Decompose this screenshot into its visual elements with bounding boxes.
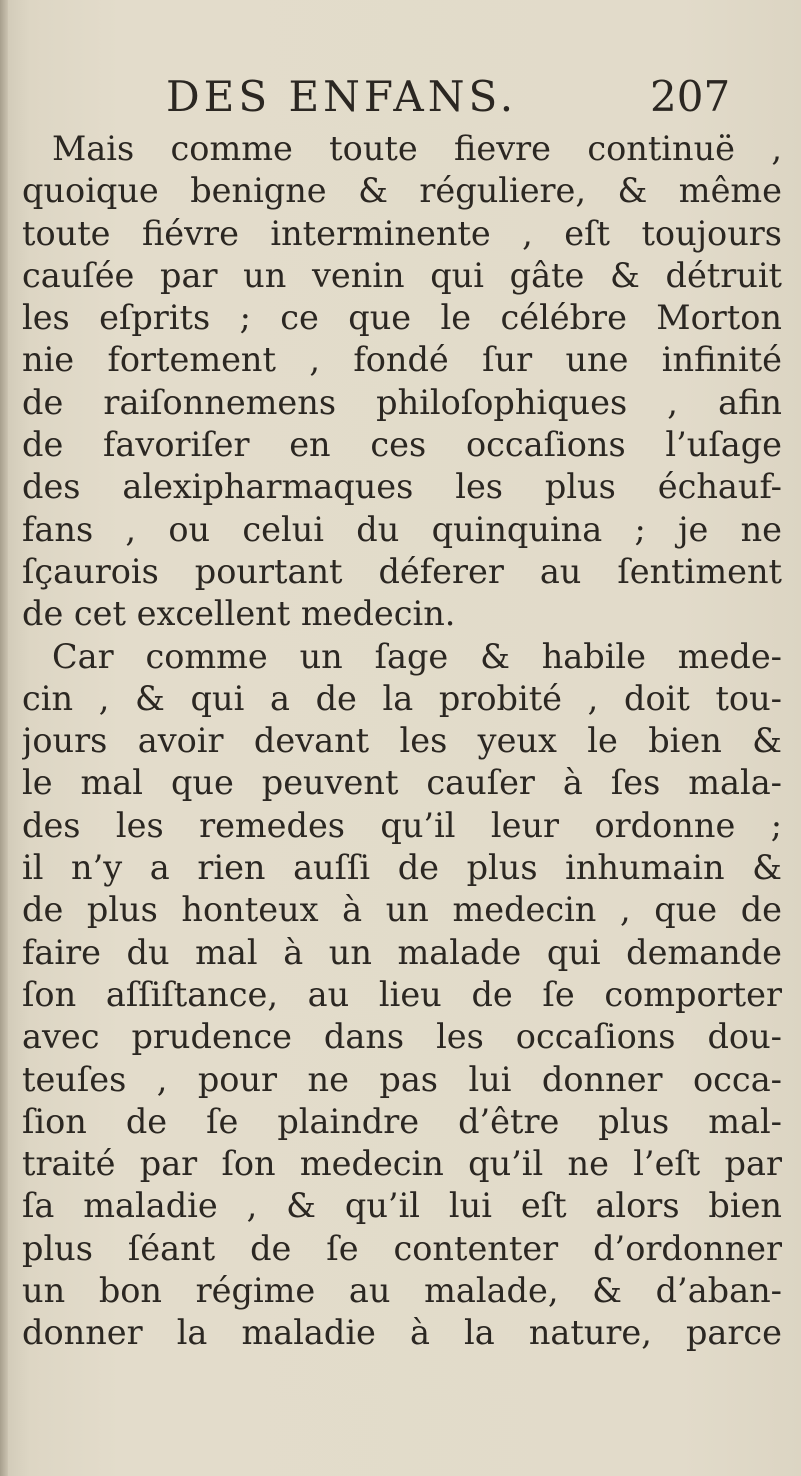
page-header [0, 72, 801, 120]
text-line: les eſprits ; ce que le célébre Morton [22, 298, 782, 338]
text-line: ſa maladie , & qu’il lui eſt alors bien [22, 1186, 782, 1226]
text-line: des alexipharmaques les plus échauf- [22, 467, 782, 507]
text-line: des les remedes qu’il leur ordonne ; [22, 805, 782, 845]
text-line: Mais comme toute fievre continuë , [52, 129, 782, 168]
text-line: teuſes , pour ne pas lui donner occa- [22, 1059, 782, 1099]
page-gutter [0, 0, 8, 1476]
text-line: nie fortement , fondé ſur une infinité [22, 340, 782, 380]
text-line: quoique benigne & réguliere, & même [22, 171, 782, 211]
page-number: 207 [650, 72, 731, 121]
text-line: jours avoir devant les yeux le bien & [22, 721, 782, 761]
text-line: il n’y a rien auſſi de plus inhumain & [22, 848, 782, 888]
text-line: de plus honteux à un medecin , que de [22, 890, 782, 930]
text-line: de cet excellent medecin. [22, 594, 456, 634]
text-line: traité par ſon medecin qu’il ne l’eſt par [22, 1144, 782, 1184]
text-line: Car comme un ſage & habile mede- [52, 636, 782, 676]
text-line: ſçaurois pourtant déferer au ſentiment [22, 551, 782, 591]
body-text [22, 128, 782, 1355]
text-line: de favoriſer en ces occaſions l’uſage [22, 425, 782, 465]
text-line: toute fiévre interminente , eſt toujours [22, 213, 782, 253]
text-line: faire du mal à un malade qui demande [22, 932, 782, 972]
text-line: plus ſéant de ſe contenter d’ordonner [22, 1228, 782, 1268]
text-line: cauſée par un venin qui gâte & détruit [22, 255, 782, 295]
text-line: ſion de ſe plaindre d’être plus mal- [22, 1101, 782, 1141]
text-line: fans , ou celui du quinquina ; je ne [22, 509, 782, 549]
text-line: de raiſonnemens philoſophiques , afin [22, 382, 782, 422]
running-head: DES ENFANS. [166, 72, 518, 121]
text-line: avec prudence dans les occaſions dou- [22, 1017, 782, 1057]
text-line: ſon aſſiſtance, au lieu de ſe comporter [22, 974, 782, 1014]
text-line: un bon régime au malade, & d’aban- [22, 1271, 782, 1311]
text-line: cin , & qui a de la probité , doit tou- [22, 678, 782, 718]
text-line: le mal que peuvent cauſer à ſes mala- [22, 763, 782, 803]
text-line: donner la maladie à la nature, parce [22, 1313, 782, 1353]
